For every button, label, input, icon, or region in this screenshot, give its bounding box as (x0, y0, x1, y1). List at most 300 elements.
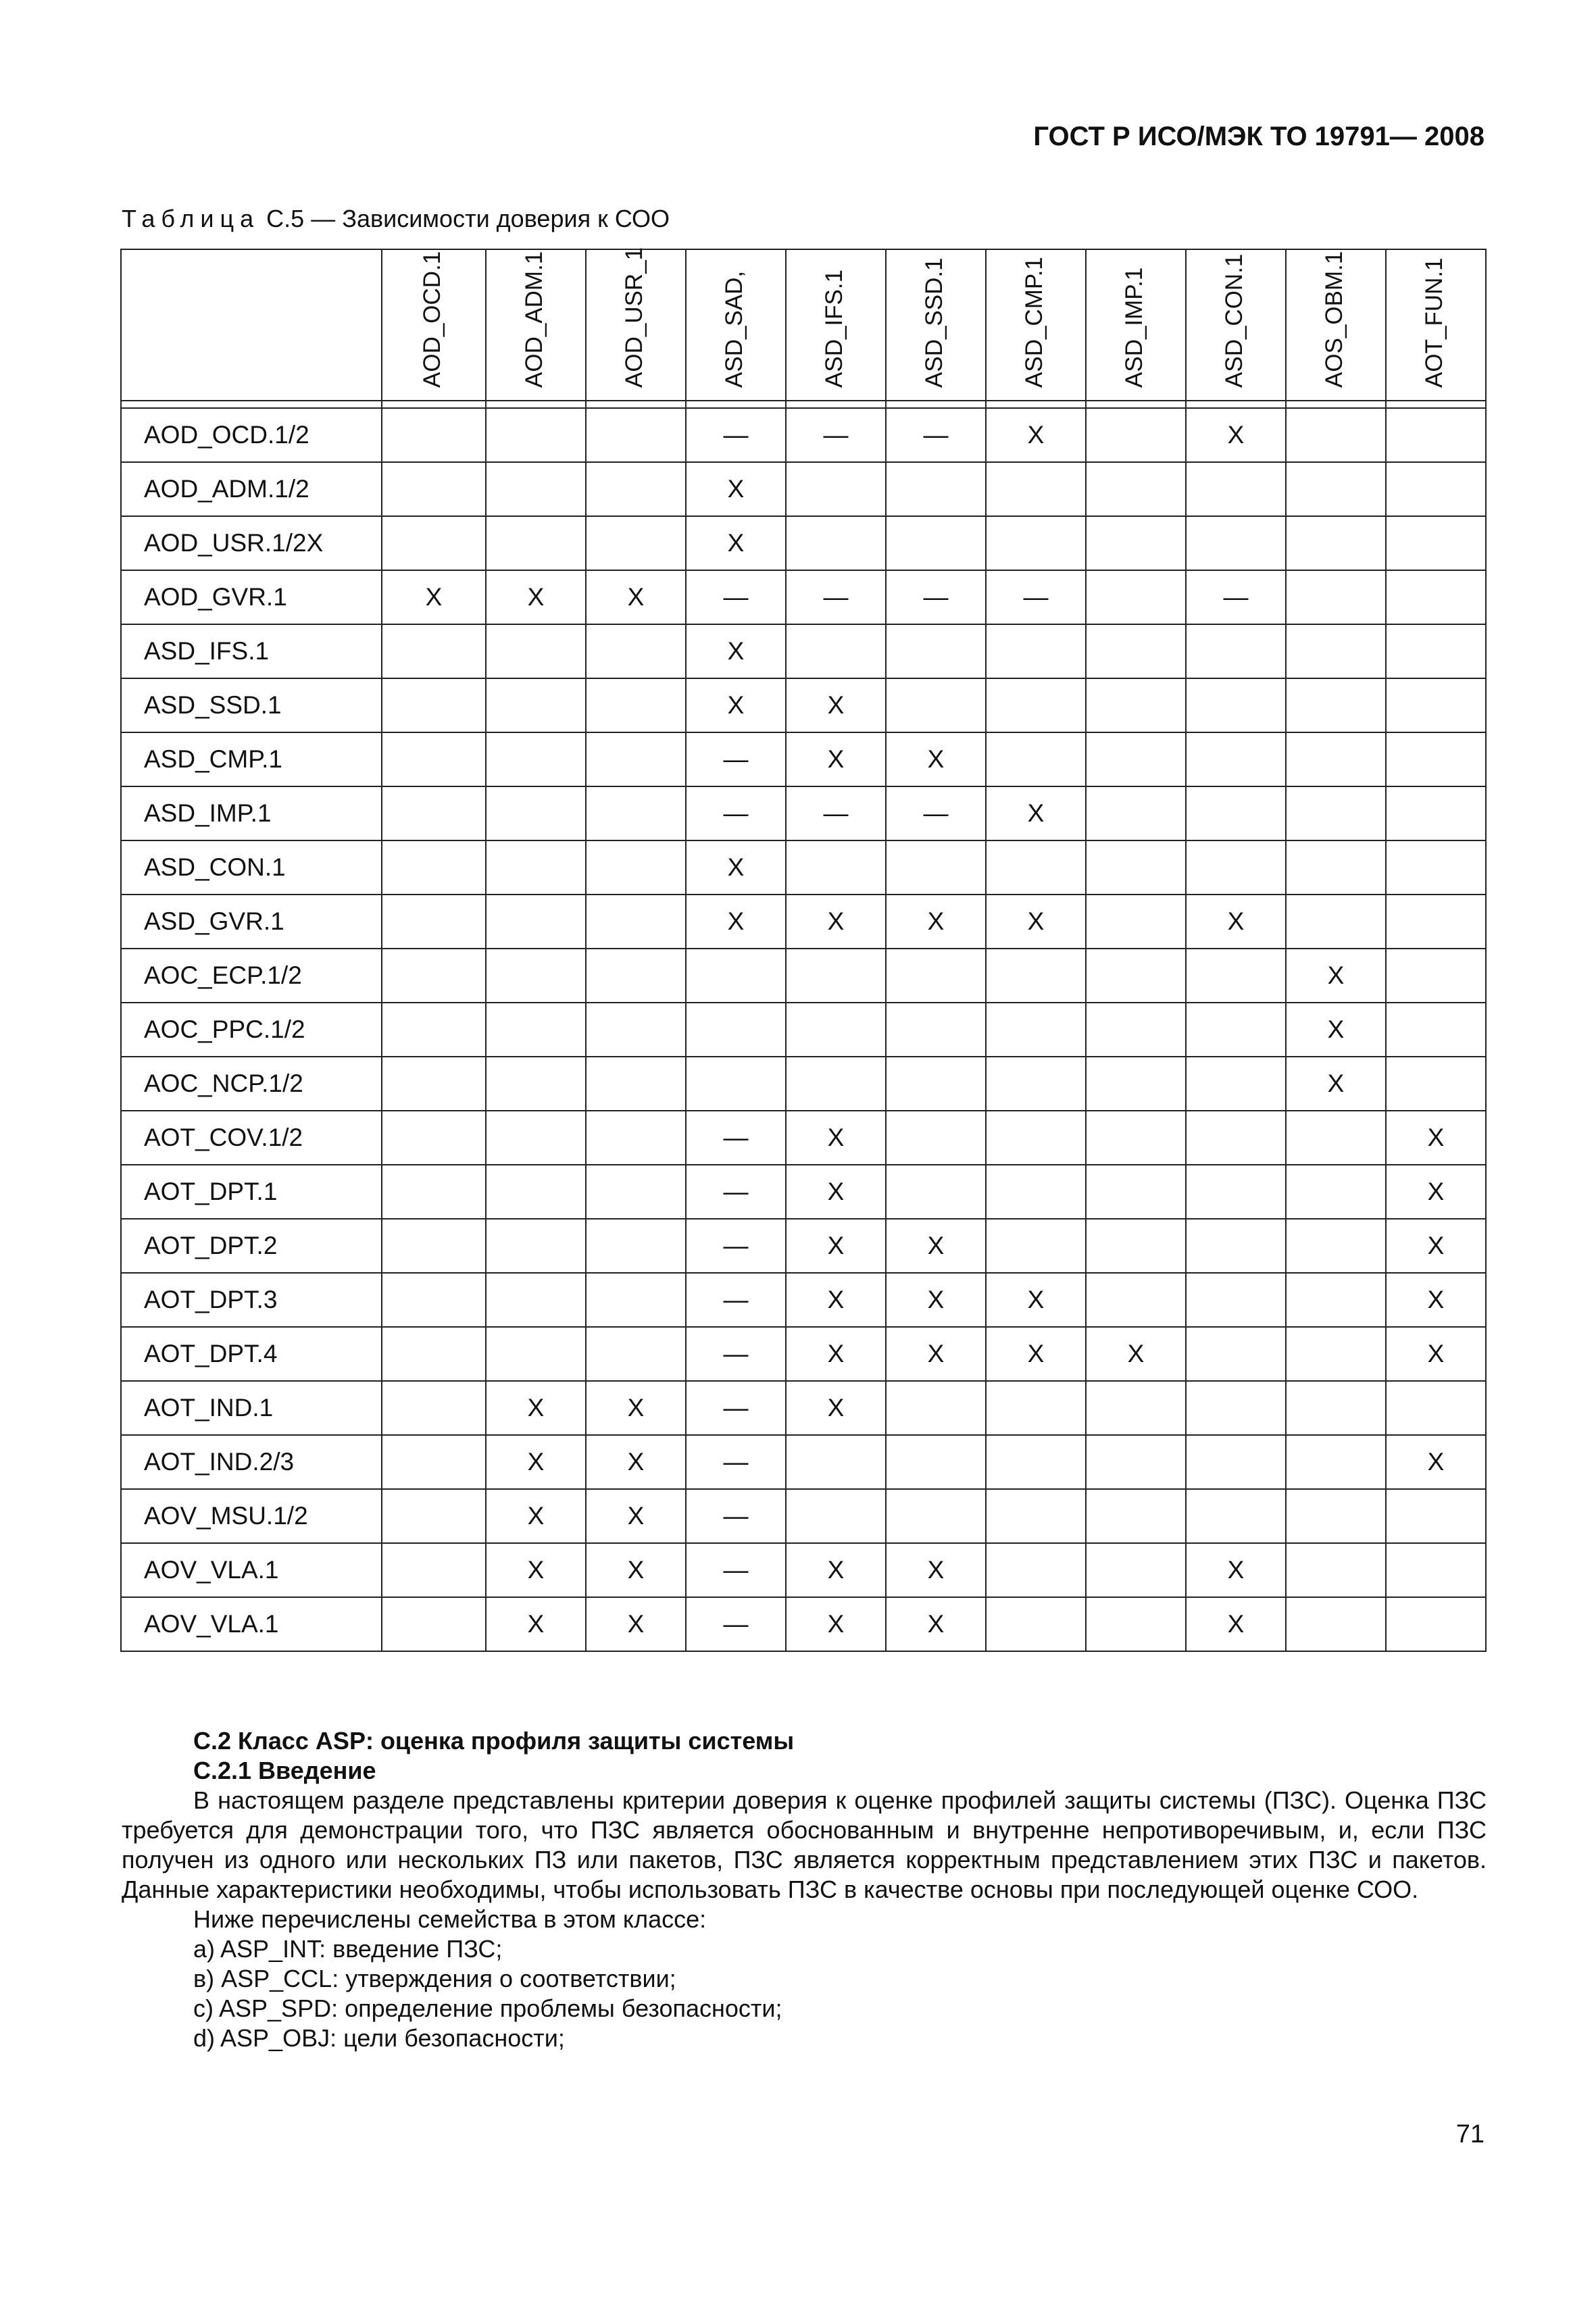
table-cell (1186, 732, 1286, 786)
table-cell (886, 678, 986, 732)
table-cell: X (786, 1219, 886, 1273)
table-cell: X (1186, 408, 1286, 462)
table-cell (886, 1381, 986, 1435)
table-cell (382, 1273, 486, 1327)
column-header (786, 249, 886, 401)
table-cell: — (986, 570, 1086, 624)
table-cell: X (1186, 1543, 1286, 1597)
table-cell (886, 1057, 986, 1111)
separator-cell (1186, 401, 1286, 408)
separator-cell (686, 401, 786, 408)
table-header-row (121, 249, 1486, 401)
table-cell: X (686, 840, 786, 895)
table-cell (1186, 1273, 1286, 1327)
column-header-label: AOD_USR_1 (621, 247, 647, 388)
table-cell (1186, 1165, 1286, 1219)
table-cell (586, 1273, 686, 1327)
table-cell: X (586, 1597, 686, 1651)
row-label: ASD_CMP.1 (121, 732, 382, 786)
row-label: AOD_GVR.1 (121, 570, 382, 624)
table-cell (382, 732, 486, 786)
table-cell (382, 624, 486, 678)
table-cell (1186, 1327, 1286, 1381)
column-header (382, 249, 486, 401)
column-header (986, 249, 1086, 401)
table-cell (1186, 1003, 1286, 1057)
table-cell (786, 462, 886, 516)
row-label: ASD_SSD.1 (121, 678, 382, 732)
table-cell (1386, 408, 1486, 462)
table-cell: X (486, 1381, 586, 1435)
table-cell (986, 516, 1086, 570)
table-cell (1386, 1489, 1486, 1543)
table-cell (986, 678, 1086, 732)
table-cell (1386, 1381, 1486, 1435)
row-label: AOD_USR.1/2X (121, 516, 382, 570)
table-row (121, 624, 1486, 678)
table-cell (986, 1543, 1086, 1597)
table-cell: X (786, 895, 886, 949)
table-cell: X (786, 1543, 886, 1597)
list-intro: Ниже перечислены семейства в этом классе: (193, 1905, 707, 1933)
table-cell: X (686, 462, 786, 516)
table-cell (1086, 462, 1186, 516)
table-cell (986, 1435, 1086, 1489)
row-label: AOT_DPT.2 (121, 1219, 382, 1273)
table-row (121, 1597, 1486, 1651)
table-cell: X (786, 1381, 886, 1435)
row-label: AOT_COV.1/2 (121, 1111, 382, 1165)
column-header (486, 249, 586, 401)
table-cell: X (786, 678, 886, 732)
table-cell: X (586, 1435, 686, 1489)
table-cell (586, 895, 686, 949)
table-cell: — (886, 786, 986, 840)
table-cell (686, 1003, 786, 1057)
table-cell (1186, 786, 1286, 840)
table-cell (1186, 1381, 1286, 1435)
table-cell (886, 1435, 986, 1489)
table-cell: X (1386, 1273, 1486, 1327)
row-label: AOD_OCD.1/2 (121, 408, 382, 462)
table-cell: X (586, 1543, 686, 1597)
table-cell (486, 895, 586, 949)
list-item: c) ASP_SPD: определение проблемы безопасности; (193, 1994, 782, 2022)
table-cell (886, 1165, 986, 1219)
table-cell (586, 624, 686, 678)
table-cell: — (686, 1489, 786, 1543)
table-cell (686, 1057, 786, 1111)
table-caption-title: С.5 — Зависимости доверия к СОО (266, 205, 670, 232)
table-cell (1386, 895, 1486, 949)
column-header (1186, 249, 1286, 401)
table-cell (1086, 1435, 1186, 1489)
table-cell: X (886, 1219, 986, 1273)
header-separator-row (121, 401, 1486, 408)
section-heading: С.2 Класс ASP: оценка профиля защиты системы (193, 1727, 795, 1755)
table-cell (1086, 516, 1186, 570)
column-header-label: ASD_CMP.1 (1021, 257, 1047, 388)
table-cell (1086, 1219, 1186, 1273)
table-body (121, 408, 1486, 1651)
table-cell: — (786, 570, 886, 624)
table-cell (486, 1165, 586, 1219)
table-cell: X (1386, 1165, 1486, 1219)
table-cell (1186, 624, 1286, 678)
table-cell: X (1386, 1111, 1486, 1165)
table-cell (486, 624, 586, 678)
separator-cell (382, 401, 486, 408)
table-cell (586, 1003, 686, 1057)
table-cell (486, 840, 586, 895)
table-cell: X (886, 1543, 986, 1597)
table-cell (1086, 949, 1186, 1003)
table-cell (382, 408, 486, 462)
table-cell (1286, 1381, 1386, 1435)
table-cell (986, 1003, 1086, 1057)
table-row (121, 1543, 1486, 1597)
table-cell (886, 1003, 986, 1057)
table-cell (382, 516, 486, 570)
table-cell (986, 462, 1086, 516)
table-cell (1386, 1543, 1486, 1597)
table-cell (986, 840, 1086, 895)
separator-cell (986, 401, 1086, 408)
table-cell (486, 949, 586, 1003)
row-label: AOC_PPC.1/2 (121, 1003, 382, 1057)
table-cell: X (586, 1489, 686, 1543)
table-cell (1186, 949, 1286, 1003)
separator-cell (1086, 401, 1186, 408)
table-cell (1286, 1597, 1386, 1651)
table-cell (1386, 1597, 1486, 1651)
column-header-label: ASD_SSD.1 (921, 257, 947, 388)
column-header (686, 249, 786, 401)
table-cell (486, 408, 586, 462)
table-cell (586, 732, 686, 786)
table-cell (486, 1057, 586, 1111)
column-header (1086, 249, 1186, 401)
table-cell: X (486, 570, 586, 624)
row-label: AOV_VLA.1 (121, 1597, 382, 1651)
table-row (121, 570, 1486, 624)
table-cell: X (886, 1327, 986, 1381)
table-cell (1286, 786, 1386, 840)
table-row (121, 1003, 1486, 1057)
row-label: AOD_ADM.1/2 (121, 462, 382, 516)
table-cell (486, 1273, 586, 1327)
table-cell (1086, 408, 1186, 462)
column-header (1286, 249, 1386, 401)
table-cell (1086, 1543, 1186, 1597)
table-cell: X (1386, 1219, 1486, 1273)
table-cell (382, 1543, 486, 1597)
table-cell: X (986, 408, 1086, 462)
table-cell (886, 1489, 986, 1543)
table-cell (986, 732, 1086, 786)
table-row (121, 1327, 1486, 1381)
table-cell (382, 678, 486, 732)
table-cell: — (686, 1327, 786, 1381)
separator-cell (486, 401, 586, 408)
table-cell (1186, 1489, 1286, 1543)
table-cell (1286, 678, 1386, 732)
table-caption (122, 205, 670, 233)
table-cell (486, 678, 586, 732)
column-header (1386, 249, 1486, 401)
table-cell (586, 462, 686, 516)
table-row (121, 1219, 1486, 1273)
table-cell (1286, 840, 1386, 895)
table-cell: — (686, 1435, 786, 1489)
separator-cell (786, 401, 886, 408)
table-cell (1286, 1111, 1386, 1165)
column-header (586, 249, 686, 401)
table-row (121, 895, 1486, 949)
table-cell: X (486, 1597, 586, 1651)
row-label: AOT_DPT.3 (121, 1273, 382, 1327)
table-cell: X (1386, 1435, 1486, 1489)
table-cell (1286, 1435, 1386, 1489)
separator-cell (121, 401, 382, 408)
table-cell: X (886, 895, 986, 949)
column-header-label: ASD_SAD, (721, 270, 747, 388)
table-cell (1286, 516, 1386, 570)
table-cell (1286, 1543, 1386, 1597)
table-caption-prefix: Таблица (122, 205, 260, 232)
column-header-label: ASD_IFS.1 (821, 269, 847, 388)
table-cell (1286, 462, 1386, 516)
table-row (121, 786, 1486, 840)
table-cell: — (1186, 570, 1286, 624)
table-cell: X (986, 1273, 1086, 1327)
table-row (121, 516, 1486, 570)
table-cell (1286, 1165, 1386, 1219)
table-cell (486, 1327, 586, 1381)
dependency-table (120, 249, 1487, 1652)
table-row (121, 408, 1486, 462)
table-cell (1386, 1003, 1486, 1057)
table-cell (1286, 732, 1386, 786)
table-cell: X (1186, 1597, 1286, 1651)
table-cell (1386, 462, 1486, 516)
table-cell (586, 678, 686, 732)
table-cell (1386, 678, 1486, 732)
table-cell (1286, 624, 1386, 678)
table-cell (1186, 1219, 1286, 1273)
table-cell (382, 840, 486, 895)
table-cell (886, 840, 986, 895)
table-cell (1086, 1003, 1186, 1057)
table-cell (382, 786, 486, 840)
table-cell (886, 1111, 986, 1165)
table-cell (986, 1057, 1086, 1111)
table-cell (1086, 1165, 1186, 1219)
column-header-label: AOT_FUN.1 (1421, 257, 1447, 388)
table-cell (686, 949, 786, 1003)
table-cell (1386, 786, 1486, 840)
table-cell: X (986, 786, 1086, 840)
table-cell: X (786, 1165, 886, 1219)
section-paragraph: В настоящем разделе представлены критерии доверия к оценке профилей защиты системы (ПЗС). Оценка ПЗС требуется для демонстрации того, что ПЗС является обоснованным и внутренне непротиворечивым, и, если ПЗС получен из одного или нескольких ПЗ или пакетов, ПЗС является корректным представлением этих ПЗС и пакетов. Данные характеристики необходимы, чтобы использовать ПЗС в качестве основы при последующей оценке СОО. (122, 1786, 1487, 1903)
table-row (121, 1381, 1486, 1435)
table-row (121, 1435, 1486, 1489)
table-cell (1086, 1111, 1186, 1165)
row-label: AOT_DPT.4 (121, 1327, 382, 1381)
table-cell (382, 1597, 486, 1651)
table-cell: — (886, 570, 986, 624)
table-cell (382, 1003, 486, 1057)
table-cell: — (686, 786, 786, 840)
table-cell: — (786, 408, 886, 462)
table-cell (1186, 1111, 1286, 1165)
row-label: AOC_NCP.1/2 (121, 1057, 382, 1111)
table-row (121, 732, 1486, 786)
table-cell (382, 1489, 486, 1543)
table-cell (1086, 1489, 1186, 1543)
table-cell: — (686, 1165, 786, 1219)
column-header-label: AOD_OCD.1 (419, 251, 445, 388)
table-cell (1086, 624, 1186, 678)
row-label: AOC_ECP.1/2 (121, 949, 382, 1003)
table-cell (1186, 462, 1286, 516)
table-cell (486, 1219, 586, 1273)
table-cell (382, 1381, 486, 1435)
table-cell: X (886, 732, 986, 786)
table-cell: X (886, 1597, 986, 1651)
row-label: AOT_IND.2/3 (121, 1435, 382, 1489)
table-cell (1186, 516, 1286, 570)
table-cell (486, 786, 586, 840)
section-subheading: С.2.1 Введение (193, 1757, 376, 1784)
standard-header: ГОСТ Р ИСО/МЭК ТО 19791— 2008 (1033, 122, 1485, 151)
table-cell (1386, 732, 1486, 786)
separator-cell (1386, 401, 1486, 408)
table-cell: — (686, 1597, 786, 1651)
table-row (121, 840, 1486, 895)
table-cell (586, 516, 686, 570)
table-cell (586, 949, 686, 1003)
row-label: ASD_IFS.1 (121, 624, 382, 678)
table-cell: — (686, 1381, 786, 1435)
table-cell (986, 1489, 1086, 1543)
table-cell (1286, 1489, 1386, 1543)
page-number: 71 (1455, 2120, 1485, 2148)
table-cell: — (686, 408, 786, 462)
table-cell: X (786, 1597, 886, 1651)
table-cell (1386, 1057, 1486, 1111)
table-cell (586, 1057, 686, 1111)
table-cell: — (686, 1273, 786, 1327)
column-header-label: AOD_ADM.1 (521, 251, 547, 388)
table-row (121, 1057, 1486, 1111)
column-header (886, 249, 986, 401)
table-cell (1386, 949, 1486, 1003)
table-cell: — (886, 408, 986, 462)
list-item: d) ASP_OBJ: цели безопасности; (193, 2024, 565, 2052)
table-cell (382, 462, 486, 516)
table-row (121, 1111, 1486, 1165)
table-cell (586, 408, 686, 462)
table-cell (586, 1327, 686, 1381)
row-label: ASD_CON.1 (121, 840, 382, 895)
table-cell: X (686, 895, 786, 949)
table-cell: X (986, 895, 1086, 949)
table-cell (1186, 1057, 1286, 1111)
table-cell (1086, 1381, 1186, 1435)
table-cell (1086, 840, 1186, 895)
table-cell (1086, 1057, 1186, 1111)
row-label: AOV_MSU.1/2 (121, 1489, 382, 1543)
table-cell: X (486, 1435, 586, 1489)
table-cell: X (1086, 1327, 1186, 1381)
table-row (121, 949, 1486, 1003)
table-cell: X (1286, 1003, 1386, 1057)
table-cell (1386, 840, 1486, 895)
table-cell (886, 516, 986, 570)
separator-cell (886, 401, 986, 408)
table-cell (1386, 624, 1486, 678)
separator-cell (1286, 401, 1386, 408)
table-cell: X (382, 570, 486, 624)
table-cell (1286, 1219, 1386, 1273)
table-cell (1086, 678, 1186, 732)
table-cell (786, 516, 886, 570)
table-cell (1286, 1273, 1386, 1327)
list-item: в) ASP_CCL: утверждения о соответствии; (193, 1965, 676, 1992)
list-item: a) ASP_INT: введение ПЗС; (193, 1935, 503, 1963)
table-cell (786, 624, 886, 678)
table-cell: X (686, 516, 786, 570)
table-cell (382, 895, 486, 949)
table-row (121, 462, 1486, 516)
table-corner-cell (121, 249, 382, 401)
table-cell: X (586, 1381, 686, 1435)
row-label: AOT_IND.1 (121, 1381, 382, 1435)
table-cell: X (686, 678, 786, 732)
table-cell: X (486, 1489, 586, 1543)
column-header-label: AOS_OBM.1 (1321, 251, 1347, 388)
table-cell (1286, 895, 1386, 949)
table-cell (586, 1165, 686, 1219)
table-cell (382, 1435, 486, 1489)
table-cell (382, 1057, 486, 1111)
table-cell (486, 732, 586, 786)
table-cell (986, 949, 1086, 1003)
table-cell (586, 786, 686, 840)
table-cell (786, 1057, 886, 1111)
table-cell: X (786, 732, 886, 786)
table-cell (1086, 786, 1186, 840)
table-cell (1086, 895, 1186, 949)
column-header-label: ASD_IMP.1 (1121, 267, 1147, 388)
table-cell (1286, 1327, 1386, 1381)
section-c2 (122, 1726, 1487, 2053)
table-cell: X (686, 624, 786, 678)
table-cell (1186, 840, 1286, 895)
table-row (121, 678, 1486, 732)
table-cell (986, 1165, 1086, 1219)
row-label: AOT_DPT.1 (121, 1165, 382, 1219)
table-cell (986, 624, 1086, 678)
table-cell (786, 949, 886, 1003)
table-cell (786, 1489, 886, 1543)
table-cell (1286, 408, 1386, 462)
table-cell (986, 1597, 1086, 1651)
table-cell: X (786, 1327, 886, 1381)
table-cell: X (1186, 895, 1286, 949)
table-cell (382, 949, 486, 1003)
